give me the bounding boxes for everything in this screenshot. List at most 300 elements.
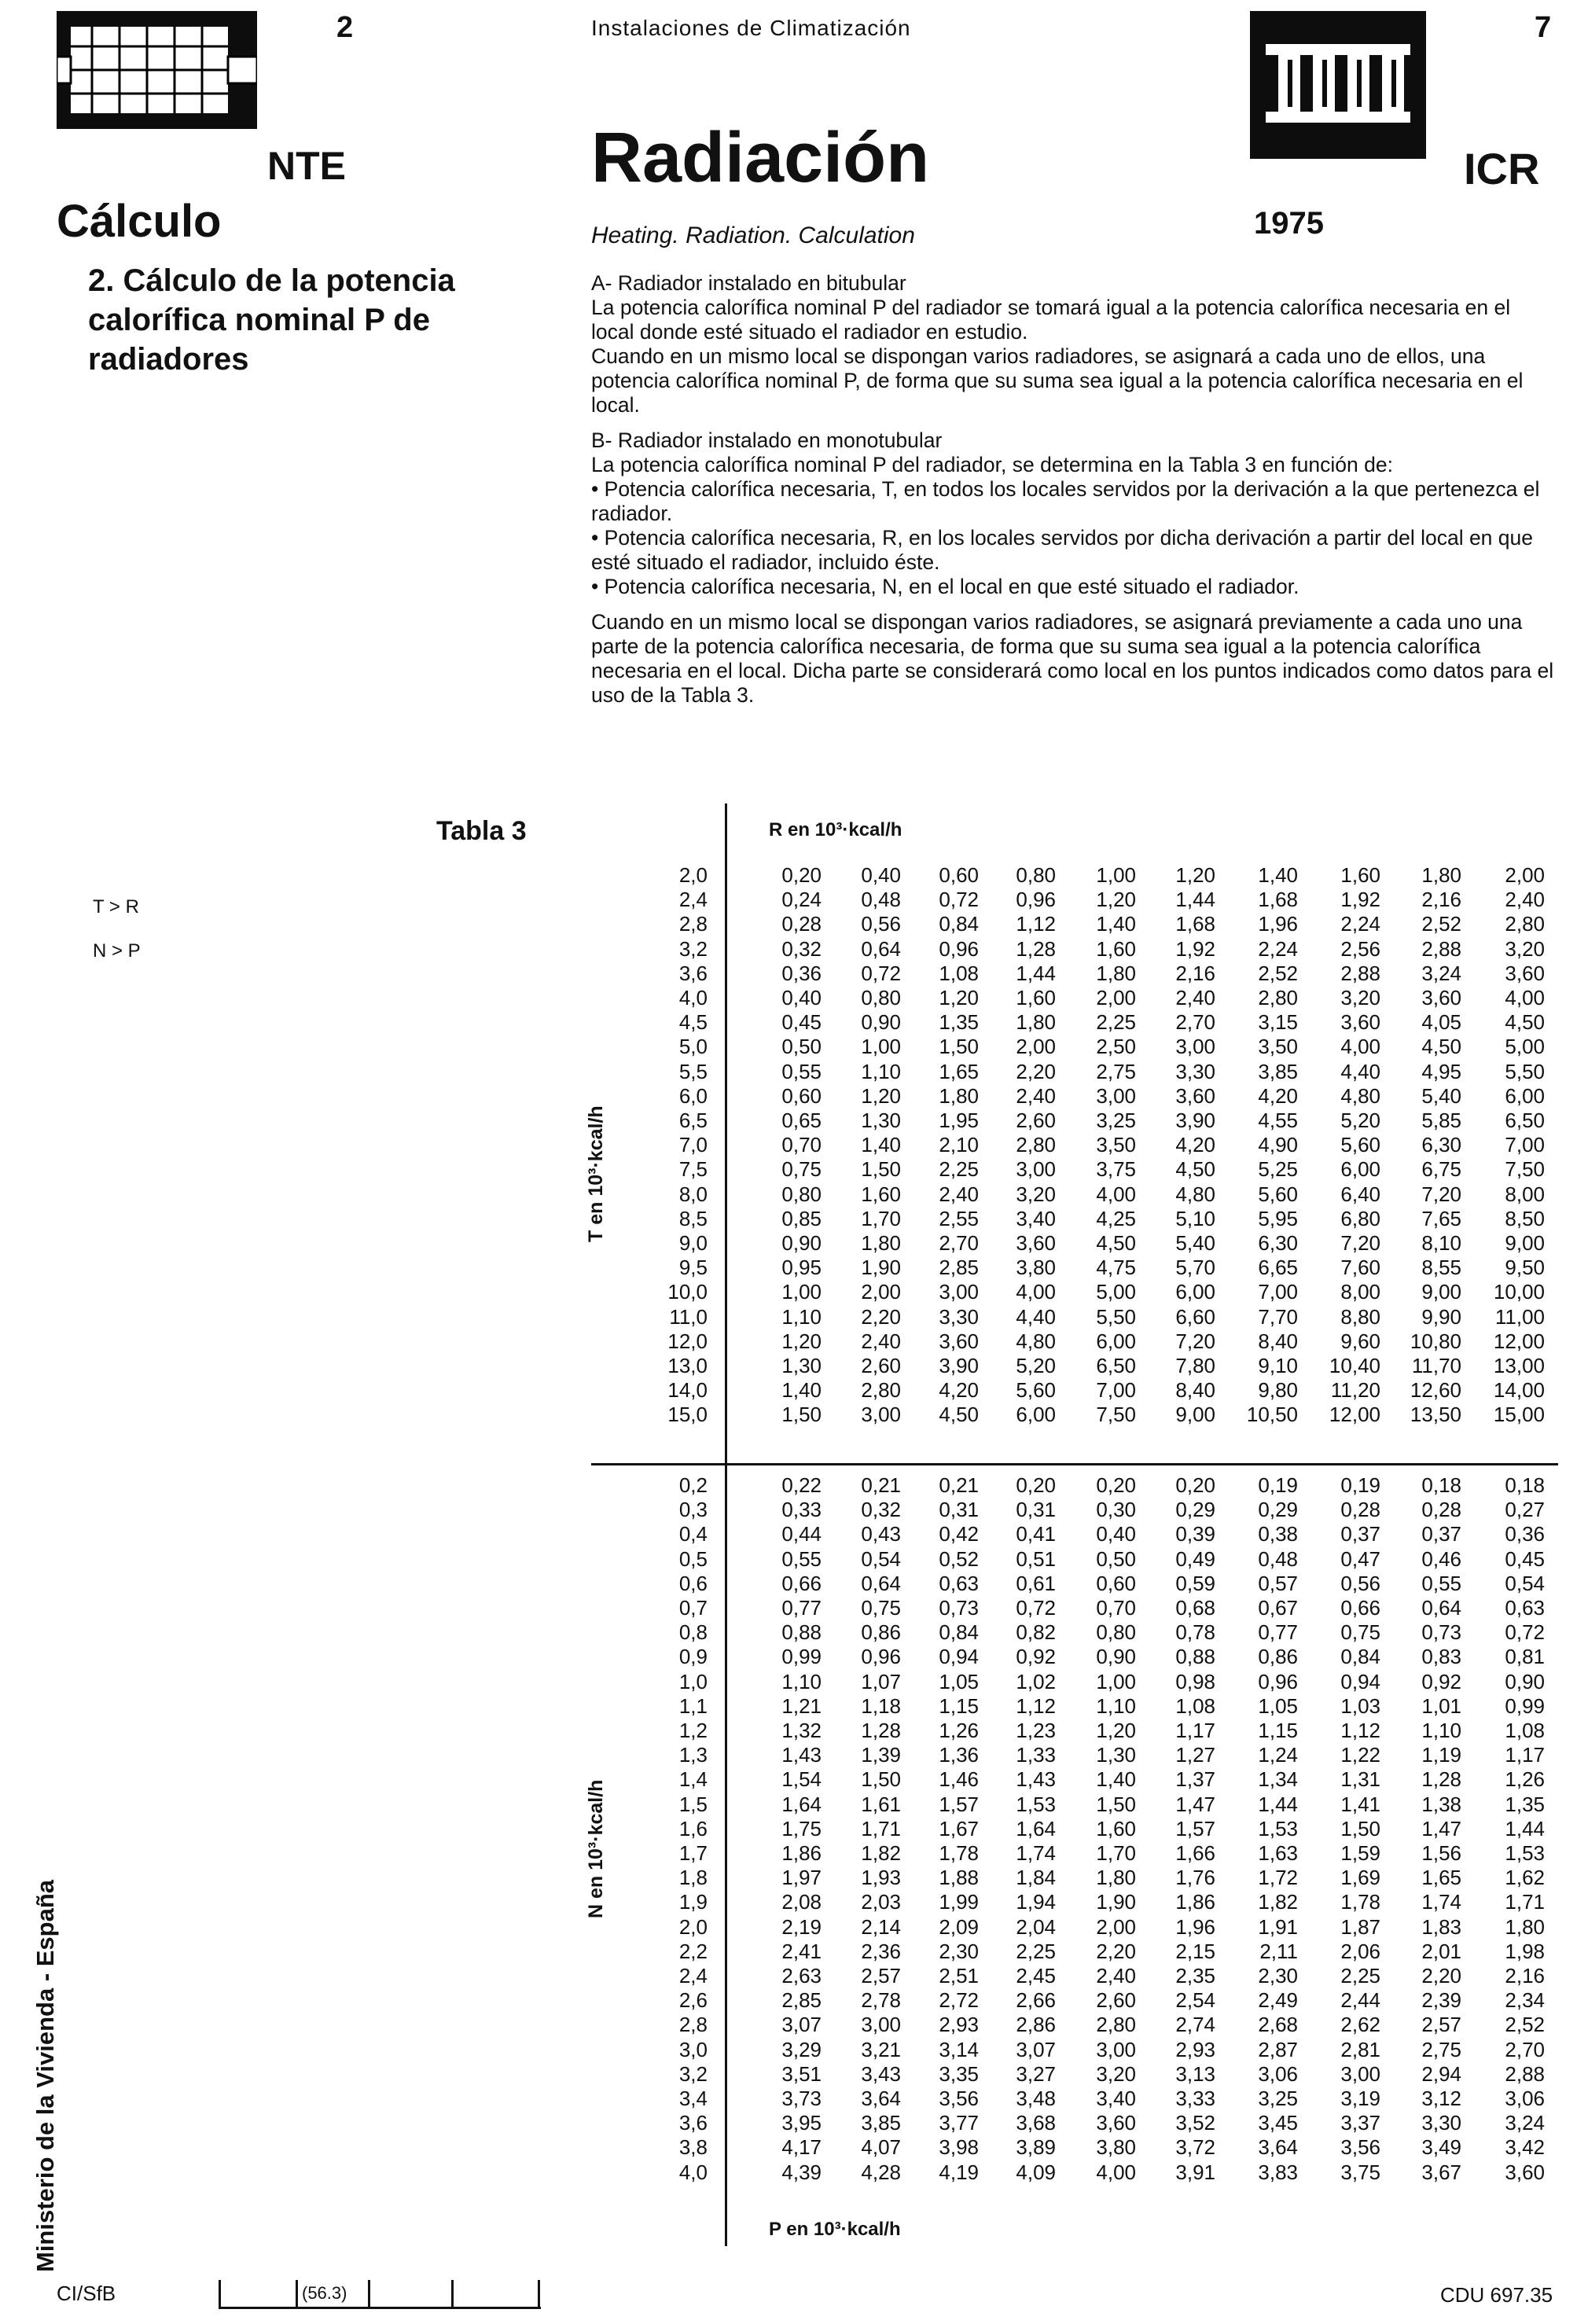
- table-cell: 1,68: [1175, 912, 1215, 936]
- table-cell: 3,98: [939, 2135, 979, 2160]
- table-row: [629, 1035, 1557, 1058]
- table-cell: 1,35: [1505, 1792, 1545, 1816]
- table-cell: 0,57: [1258, 1571, 1298, 1595]
- table-row: [629, 1743, 1557, 1767]
- table-cell: 7,20: [1175, 1329, 1215, 1353]
- table-cell: 0,84: [939, 912, 979, 936]
- cdu-label: CDU 697.35: [1440, 2283, 1553, 2307]
- table-cell: 4,40: [1016, 1304, 1056, 1329]
- table-cell: 1,26: [1505, 1767, 1545, 1792]
- table-cell: 1,99: [939, 1890, 979, 1914]
- table-cell: 1,07: [861, 1669, 901, 1693]
- row-header-cell: 14,0: [667, 1378, 708, 1403]
- table-cell: 2,85: [939, 1256, 979, 1280]
- table-cell: 2,78: [861, 1988, 901, 2013]
- table-cell: 3,00: [1340, 2061, 1380, 2086]
- table-cell: 0,75: [1340, 1620, 1380, 1645]
- table-cell: 2,56: [1340, 936, 1380, 961]
- table-cell: 0,28: [1340, 1498, 1380, 1522]
- table-cell: 2,36: [861, 1939, 901, 1963]
- table-cell: 3,60: [1016, 1231, 1056, 1255]
- table-row: [629, 888, 1557, 911]
- table-cell: 0,68: [1175, 1596, 1215, 1620]
- table-cell: 10,40: [1329, 1354, 1380, 1377]
- table-cell: 2,66: [1016, 1988, 1056, 2013]
- table-cell: 0,36: [1505, 1522, 1545, 1546]
- table-cell: 0,43: [861, 1522, 901, 1546]
- table-cell: 0,83: [1421, 1645, 1461, 1669]
- table-cell: 1,72: [1258, 1866, 1298, 1890]
- table-row: [629, 1329, 1557, 1353]
- table-cell: 7,65: [1421, 1206, 1461, 1230]
- table-cell: 0,77: [781, 1596, 822, 1620]
- table-cell: 11,70: [1411, 1354, 1461, 1377]
- table-cell: 1,96: [1175, 1914, 1215, 1939]
- table-cell: 3,24: [1421, 961, 1461, 985]
- table-cell: 0,90: [781, 1231, 822, 1255]
- table-cell: 4,20: [1175, 1133, 1215, 1157]
- table-cell: 5,20: [1340, 1109, 1380, 1132]
- table-cell: 3,75: [1096, 1157, 1136, 1182]
- table-cell: 3,00: [939, 1280, 979, 1304]
- table-row: [629, 1841, 1557, 1865]
- table-cell: 1,92: [1340, 888, 1380, 912]
- table-cell: 4,50: [1175, 1157, 1215, 1182]
- table-cell: 9,50: [1505, 1256, 1545, 1280]
- table-cell: 1,32: [781, 1719, 822, 1742]
- table-row: [629, 863, 1557, 887]
- table-cell: 2,40: [939, 1182, 979, 1206]
- table-cell: 3,64: [1258, 2135, 1298, 2160]
- table-cell: 1,00: [861, 1035, 901, 1059]
- table-cell: 2,30: [1258, 1964, 1298, 1988]
- table-cell: 2,10: [939, 1133, 979, 1157]
- row-header-cell: 3,6: [678, 961, 708, 985]
- row-header-cell: 11,0: [669, 1304, 708, 1329]
- table-cell: 0,51: [1016, 1546, 1056, 1571]
- table-row: [629, 1915, 1557, 1939]
- table-cell: 15,00: [1493, 1403, 1545, 1427]
- table-cell: 3,60: [1175, 1083, 1215, 1108]
- table-cell: 0,96: [939, 936, 979, 961]
- table-cell: 3,89: [1016, 2135, 1056, 2160]
- table-cell: 0,88: [1175, 1645, 1215, 1669]
- table-cell: 4,07: [861, 2135, 901, 2160]
- table-cell: 1,28: [861, 1719, 901, 1742]
- table-cell: 1,03: [1340, 1693, 1380, 1718]
- table-cell: 3,25: [1258, 2087, 1298, 2110]
- table-cell: 4,09: [1016, 2160, 1056, 2184]
- table-cell: 0,98: [1175, 1669, 1215, 1693]
- row-header-cell: 3,2: [678, 936, 708, 961]
- table-cell: 2,40: [1016, 1083, 1056, 1108]
- table-cell: 0,95: [781, 1256, 822, 1280]
- table-row: [629, 1109, 1557, 1132]
- table-cell: 2,44: [1340, 1988, 1380, 2013]
- table-cell: 1,40: [781, 1378, 822, 1403]
- table-cell: 4,50: [939, 1403, 979, 1427]
- table-cell: 1,15: [1258, 1719, 1298, 1742]
- table-cell: 1,60: [1340, 863, 1380, 887]
- table-cell: 0,90: [861, 1010, 901, 1035]
- table-cell: 2,24: [1340, 912, 1380, 936]
- table-cell: 7,60: [1340, 1256, 1380, 1280]
- table-cell: 0,52: [939, 1546, 979, 1571]
- table-cell: 0,39: [1175, 1522, 1215, 1546]
- table-cell: 1,59: [1340, 1841, 1380, 1865]
- table-cell: 0,85: [781, 1206, 822, 1230]
- table-cell: 0,88: [781, 1620, 822, 1645]
- schema-line-2: N > P: [93, 940, 141, 962]
- table-cell: 2,49: [1258, 1988, 1298, 2013]
- table-cell: 9,10: [1258, 1354, 1298, 1377]
- table-cell: 2,63: [781, 1964, 822, 1988]
- table-cell: 1,70: [1096, 1841, 1136, 1865]
- table-row: [629, 1645, 1557, 1668]
- table-cell: 2,75: [1421, 2037, 1461, 2061]
- table-cell: 4,20: [939, 1378, 979, 1403]
- a-body: La potencia calorífica nominal P del radiador se tomará igual a la potencia calorífica necesaria en el local donde esté situado el radiador en estudio.: [591, 296, 1511, 344]
- table-cell: 1,54: [781, 1767, 822, 1792]
- table-cell: 1,92: [1175, 936, 1215, 961]
- table-cell: 1,50: [1340, 1816, 1380, 1840]
- table-cell: 3,00: [1016, 1157, 1056, 1182]
- table-cell: 0,75: [781, 1157, 822, 1182]
- table-cell: 1,34: [1258, 1767, 1298, 1792]
- table-cell: 1,80: [939, 1083, 979, 1108]
- table-cell: 4,95: [1421, 1059, 1461, 1083]
- table-cell: 0,20: [1016, 1473, 1056, 1497]
- table-cell: 1,17: [1175, 1719, 1215, 1742]
- row-header-cell: 1,1: [678, 1693, 708, 1718]
- table-cell: 5,00: [1505, 1035, 1545, 1059]
- table-cell: 4,40: [1340, 1059, 1380, 1083]
- table-cell: 3,51: [781, 2061, 822, 2086]
- table-cell: 2,00: [1016, 1035, 1056, 1059]
- table-cell: 0,77: [1258, 1620, 1298, 1645]
- table-row: [629, 1817, 1557, 1840]
- row-header-cell: 1,6: [678, 1816, 708, 1840]
- table-cell: 1,12: [1016, 1693, 1056, 1718]
- table-cell: 0,37: [1421, 1522, 1461, 1546]
- table-cell: 3,80: [1096, 2135, 1136, 2160]
- table-cell: 9,00: [1505, 1231, 1545, 1255]
- table-cell: 0,64: [1421, 1596, 1461, 1620]
- table-cell: 1,84: [1016, 1866, 1056, 1890]
- table-cell: 0,64: [861, 936, 901, 961]
- table-cell: 2,08: [781, 1890, 822, 1914]
- table-cell: 1,78: [1340, 1890, 1380, 1914]
- table-cell: 2,45: [1016, 1964, 1056, 1988]
- table-cell: 2,16: [1505, 1964, 1545, 1988]
- table-cell: 0,18: [1421, 1473, 1461, 1497]
- table-cell: 2,80: [1505, 912, 1545, 936]
- table-cell: 2,70: [1175, 1010, 1215, 1035]
- table-cell: 1,05: [939, 1669, 979, 1693]
- table-cell: 2,88: [1505, 2061, 1545, 2086]
- table-cell: 0,29: [1175, 1498, 1215, 1522]
- table-cell: 1,80: [1016, 1010, 1056, 1035]
- table-cell: 10,50: [1246, 1403, 1298, 1427]
- document-subtitle: Instalaciones de Climatización: [591, 16, 911, 40]
- table-cell: 1,82: [861, 1841, 901, 1865]
- table-title: Tabla 3: [436, 816, 527, 846]
- table-cell: 8,80: [1340, 1304, 1380, 1329]
- table-cell: 2,86: [1016, 2013, 1056, 2037]
- table-row: [629, 2160, 1557, 2184]
- table-cell: 1,98: [1505, 1939, 1545, 1963]
- table-cell: 11,00: [1494, 1304, 1545, 1329]
- table-cell: 9,80: [1258, 1378, 1298, 1403]
- table-cell: 1,87: [1340, 1914, 1380, 1939]
- table-cell: 0,49: [1175, 1546, 1215, 1571]
- table-cell: 0,56: [861, 912, 901, 936]
- table-cell: 3,90: [1175, 1109, 1215, 1132]
- table-cell: 3,60: [1340, 1010, 1380, 1035]
- table-cell: 1,15: [939, 1693, 979, 1718]
- table-cell: 2,16: [1421, 888, 1461, 912]
- table-cell: 0,40: [781, 986, 822, 1009]
- table-cell: 0,64: [861, 1571, 901, 1595]
- table-cell: 0,22: [781, 1473, 822, 1497]
- table-cell: 8,55: [1421, 1256, 1461, 1280]
- table-row: [629, 1572, 1557, 1595]
- table-cell: 4,19: [939, 2160, 979, 2184]
- table-cell: 4,90: [1258, 1133, 1298, 1157]
- table-cell: 8,40: [1258, 1329, 1298, 1353]
- table-cell: 1,01: [1421, 1693, 1461, 1718]
- table-cell: 7,20: [1340, 1231, 1380, 1255]
- table-cell: 1,00: [781, 1280, 822, 1304]
- table-cell: 1,71: [861, 1816, 901, 1840]
- table-cell: 1,19: [1421, 1743, 1461, 1767]
- table-cell: 1,69: [1340, 1866, 1380, 1890]
- table-cell: 1,86: [1175, 1890, 1215, 1914]
- table-cell: 2,34: [1505, 1988, 1545, 2013]
- table-cell: 1,44: [1505, 1816, 1545, 1840]
- table-cell: 2,75: [1096, 1059, 1136, 1083]
- table-cell: 2,50: [1096, 1035, 1136, 1059]
- table-cell: 3,50: [1258, 1035, 1298, 1059]
- table-cell: 0,28: [781, 912, 822, 936]
- table-cell: 0,54: [1505, 1571, 1545, 1595]
- table-cell: 1,47: [1421, 1816, 1461, 1840]
- table-cell: 0,46: [1421, 1546, 1461, 1571]
- table-cell: 0,27: [1505, 1498, 1545, 1522]
- table-cell: 1,31: [1340, 1767, 1380, 1792]
- table-cell: 2,03: [861, 1890, 901, 1914]
- table-cell: 3,43: [861, 2061, 901, 2086]
- table-cell: 0,94: [1340, 1669, 1380, 1693]
- table-cell: 0,72: [939, 888, 979, 912]
- table-cell: 1,94: [1016, 1890, 1056, 1914]
- table-cell: 2,09: [939, 1914, 979, 1939]
- table-cell: 5,50: [1096, 1304, 1136, 1329]
- table-cell: 0,80: [1016, 863, 1056, 887]
- table-cell: 14,00: [1493, 1378, 1545, 1403]
- table-cell: 5,40: [1421, 1083, 1461, 1108]
- table-cell: 0,80: [1096, 1620, 1136, 1645]
- table-row: [629, 1767, 1557, 1791]
- table-cell: 2,00: [861, 1280, 901, 1304]
- cisfb-tick: [368, 2280, 370, 2307]
- table-cell: 4,17: [781, 2135, 822, 2160]
- table-cell: 0,55: [781, 1546, 822, 1571]
- table-cell: 0,75: [861, 1596, 901, 1620]
- table-cell: 1,02: [1016, 1669, 1056, 1693]
- table-cell: 8,40: [1175, 1378, 1215, 1403]
- table-cell: 0,24: [781, 888, 822, 912]
- row-header-cell: 3,6: [678, 2111, 708, 2135]
- english-title: Heating. Radiation. Calculation: [591, 222, 915, 248]
- table-cell: 1,30: [1096, 1743, 1136, 1767]
- table-row: [629, 1133, 1557, 1156]
- table-row: [629, 1719, 1557, 1742]
- table-cell: 1,28: [1421, 1767, 1461, 1792]
- row-header-cell: 4,0: [678, 2160, 708, 2184]
- table-cell: 1,75: [781, 1816, 822, 1840]
- table-cell: 6,00: [1016, 1403, 1056, 1427]
- table-row: [629, 1231, 1557, 1255]
- table-cell: 2,20: [861, 1304, 901, 1329]
- table-cell: 6,00: [1505, 1083, 1545, 1108]
- table-cell: 2,25: [1340, 1964, 1380, 1988]
- table-cell: 2,54: [1175, 1988, 1215, 2013]
- table-cell: 0,80: [861, 986, 901, 1009]
- table-cell: 3,48: [1016, 2087, 1056, 2110]
- table-cell: 0,96: [861, 1645, 901, 1669]
- table-cell: 3,80: [1016, 1256, 1056, 1280]
- table-cell: 0,41: [1016, 1522, 1056, 1546]
- table-row: [629, 1060, 1557, 1083]
- table-cell: 1,90: [861, 1256, 901, 1280]
- table-cell: 2,00: [1505, 863, 1545, 887]
- table-cell: 0,47: [1340, 1546, 1380, 1571]
- table-cell: 2,81: [1340, 2037, 1380, 2061]
- table-cell: 0,84: [939, 1620, 979, 1645]
- table-cell: 1,35: [939, 1010, 979, 1035]
- table-cell: 0,55: [781, 1059, 822, 1083]
- table-cell: 0,92: [1016, 1645, 1056, 1669]
- table-cell: 3,06: [1505, 2087, 1545, 2110]
- table-cell: 1,88: [939, 1866, 979, 1890]
- table-cell: 4,00: [1505, 986, 1545, 1009]
- table-cell: 1,50: [781, 1403, 822, 1427]
- table-cell: 1,46: [939, 1767, 979, 1792]
- table-cell: 3,12: [1421, 2087, 1461, 2110]
- table-cell: 3,72: [1175, 2135, 1215, 2160]
- row-header-cell: 2,4: [678, 888, 708, 912]
- table-cell: 3,15: [1258, 1010, 1298, 1035]
- table-cell: 1,08: [1175, 1693, 1215, 1718]
- table-cell: 4,50: [1421, 1035, 1461, 1059]
- table-cell: 1,86: [781, 1841, 822, 1865]
- table-cell: 5,20: [1016, 1354, 1056, 1377]
- table-cell: 0,33: [781, 1498, 822, 1522]
- table-cell: 3,00: [861, 2013, 901, 2037]
- table-cell: 0,20: [1096, 1473, 1136, 1497]
- table-cell: 3,83: [1258, 2160, 1298, 2184]
- cisfb-box: [219, 2280, 541, 2309]
- table-row: [629, 1964, 1557, 1988]
- valve-logo-icon: [57, 11, 257, 129]
- ministry-label: Ministerio de la Vivienda - España: [31, 1879, 59, 2272]
- table-cell: 2,93: [1175, 2037, 1215, 2061]
- row-header-cell: 12,0: [667, 1329, 708, 1353]
- table-cell: 3,07: [1016, 2037, 1056, 2061]
- table-cell: 0,42: [939, 1522, 979, 1546]
- table-cell: 7,20: [1421, 1182, 1461, 1206]
- table-cell: 3,56: [1340, 2135, 1380, 2160]
- table-cell: 0,60: [939, 863, 979, 887]
- table-cell: 5,25: [1258, 1157, 1298, 1182]
- table-cell: 2,60: [1016, 1109, 1056, 1132]
- table-cell: 3,60: [939, 1329, 979, 1353]
- n-axis-label: N en 10³·kcal/h: [585, 1779, 607, 1918]
- table-cell: 8,00: [1340, 1280, 1380, 1304]
- table-cell: 1,93: [861, 1866, 901, 1890]
- table-cell: 1,27: [1175, 1743, 1215, 1767]
- table-cell: 0,99: [1505, 1693, 1545, 1718]
- table-cell: 2,00: [1096, 1914, 1136, 1939]
- table-cell: 1,83: [1421, 1914, 1461, 1939]
- table-row: [629, 1620, 1557, 1644]
- table-cell: 0,96: [1258, 1669, 1298, 1693]
- table-row: [629, 937, 1557, 961]
- table-cell: 3,30: [1175, 1059, 1215, 1083]
- table-cell: 3,73: [781, 2087, 822, 2110]
- table-row: [629, 2111, 1557, 2135]
- table-cell: 6,60: [1175, 1304, 1215, 1329]
- row-header-cell: 10,0: [667, 1280, 708, 1304]
- table-cell: 2,85: [781, 1988, 822, 2013]
- cisfb-code: (56.3): [302, 2283, 347, 2303]
- table-cell: 1,53: [1505, 1841, 1545, 1865]
- table-row: [629, 1596, 1557, 1620]
- table-cell: 11,20: [1330, 1378, 1380, 1403]
- table-cell: 4,39: [781, 2160, 822, 2184]
- table-cell: 2,60: [861, 1354, 901, 1377]
- table-cell: 5,60: [1340, 1133, 1380, 1157]
- radiator-logo-icon: [1250, 11, 1426, 159]
- row-header-cell: 9,0: [678, 1231, 708, 1255]
- table-cell: 2,93: [939, 2013, 979, 2037]
- table-cell: 1,40: [1096, 1767, 1136, 1792]
- table-cell: 0,31: [939, 1498, 979, 1522]
- icr-code: ICR: [1464, 144, 1540, 193]
- table-cell: 1,10: [781, 1304, 822, 1329]
- table-cell: 0,81: [1505, 1645, 1545, 1669]
- table-cell: 12,60: [1410, 1378, 1461, 1403]
- table-cell: 0,21: [861, 1473, 901, 1497]
- table-cell: 4,20: [1258, 1083, 1298, 1108]
- table-cell: 4,80: [1016, 1329, 1056, 1353]
- table-cell: 2,11: [1259, 1939, 1298, 1963]
- table-row: [629, 2013, 1557, 2036]
- table-cell: 2,52: [1421, 912, 1461, 936]
- table-cell: 3,50: [1096, 1133, 1136, 1157]
- table-cell: 1,20: [1175, 863, 1215, 887]
- p-axis-label: P en 10³·kcal/h: [769, 2219, 901, 2240]
- table-row: [629, 1940, 1557, 1963]
- table-cell: 0,45: [1505, 1546, 1545, 1571]
- row-header-cell: 2,2: [678, 1939, 708, 1963]
- table-cell: 1,91: [1258, 1914, 1298, 1939]
- table-row: [629, 1793, 1557, 1816]
- table-cell: 2,01: [1421, 1939, 1461, 1963]
- table-cell: 2,80: [861, 1378, 901, 1403]
- table-cell: 0,70: [781, 1133, 822, 1157]
